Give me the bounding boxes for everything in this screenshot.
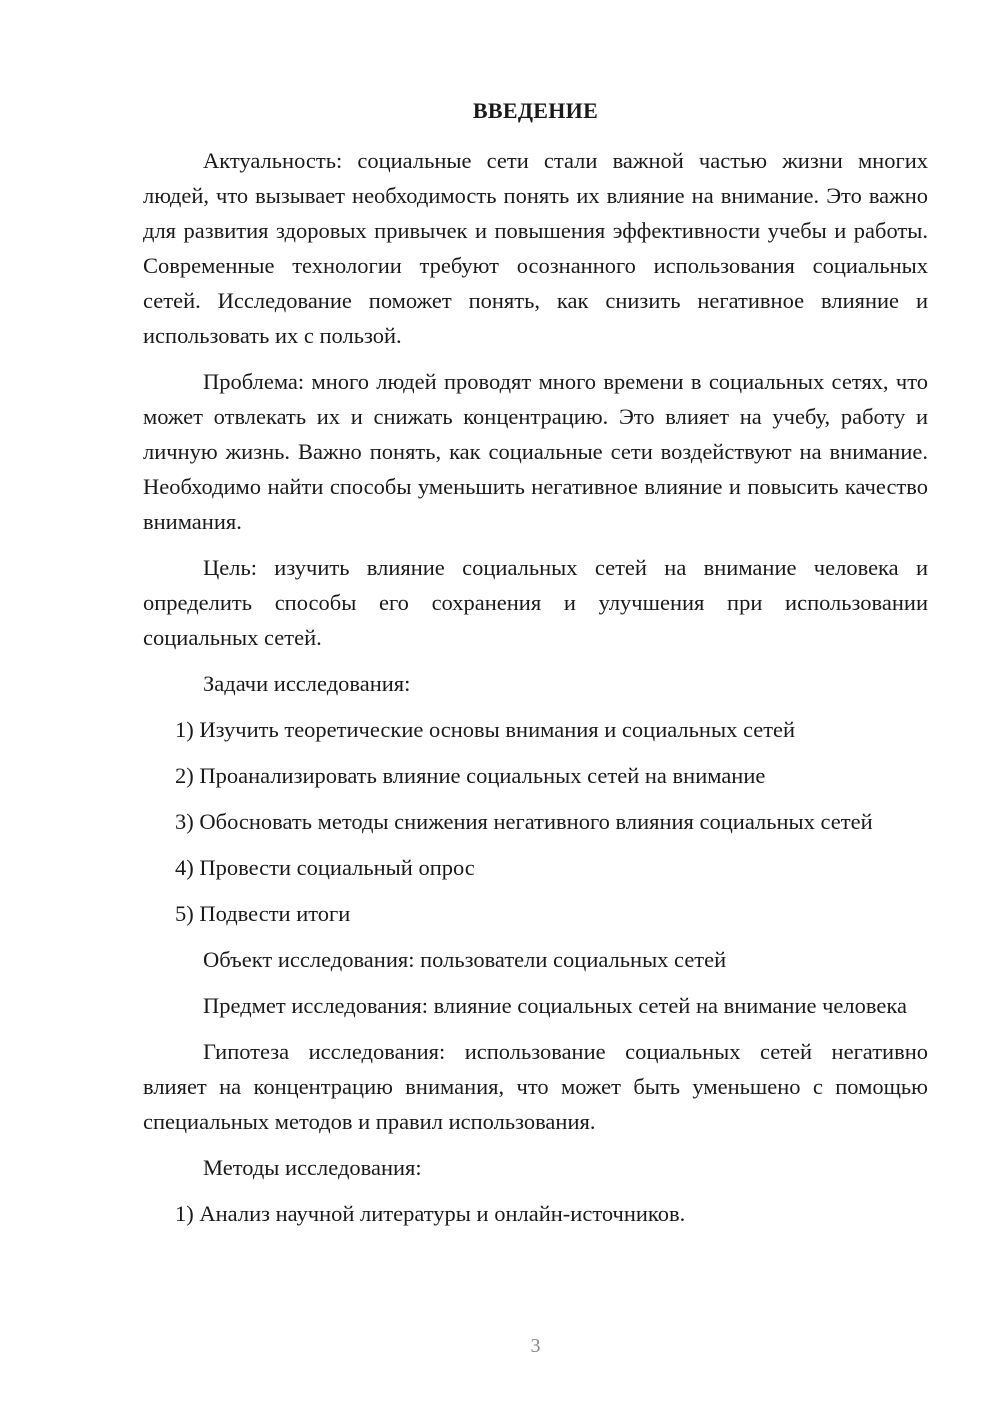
problem-paragraph: Проблема: много людей проводят много времени в социальных сетях, что может отвлекать их и снижать концентрацию. Это влияет на учебу, работу и личную жизнь. Важно понять, как социальные сети воздействуют на внимание. Необходимо найти способы уменьшить негативное влияние и повысить качество внимания. — [143, 369, 928, 534]
section-title: ВВЕДЕНИЕ — [472, 98, 599, 123]
document-page — [143, 0, 928, 1414]
task-item: 3) Обосновать методы снижения негативного влияния социальных сетей — [175, 809, 873, 834]
task-item: 1) Изучить теоретические основы внимания и социальных сетей — [175, 717, 796, 742]
methods-heading: Методы исследования: — [203, 1155, 422, 1180]
page-number: 3 — [530, 1335, 541, 1357]
section-body — [143, 143, 928, 1242]
task-item: 4) Провести социальный опрос — [175, 855, 475, 880]
subject-paragraph: Предмет исследования: влияние социальных сетей на внимание человека — [203, 993, 907, 1018]
relevance-paragraph: Актуальность: социальные сети стали важной частью жизни многих людей, что вызывает необходимость понять их влияние на внимание. Это важно для развития здоровых привычек и повышения эффективности учебы и работы. Современные технологии требуют осознанного использования социальных сетей. Исследование поможет понять, как снизить негативное влияние и использовать их с пользой. — [143, 148, 928, 348]
object-paragraph: Объект исследования: пользователи социальных сетей — [203, 947, 727, 972]
task-item: 2) Проанализировать влияние социальных сетей на внимание — [175, 763, 766, 788]
task-item: 5) Подвести итоги — [175, 901, 351, 926]
goal-paragraph: Цель: изучить влияние социальных сетей на внимание человека и определить способы его сохранения и улучшения при использовании социальных сетей. — [143, 555, 928, 650]
tasks-heading: Задачи исследования: — [203, 671, 411, 696]
method-item: 1) Анализ научной литературы и онлайн-источников. — [175, 1201, 686, 1226]
hypothesis-paragraph: Гипотеза исследования: использование социальных сетей негативно влияет на концентрацию внимания, что может быть уменьшено с помощью специальных методов и правил использования. — [143, 1039, 928, 1134]
